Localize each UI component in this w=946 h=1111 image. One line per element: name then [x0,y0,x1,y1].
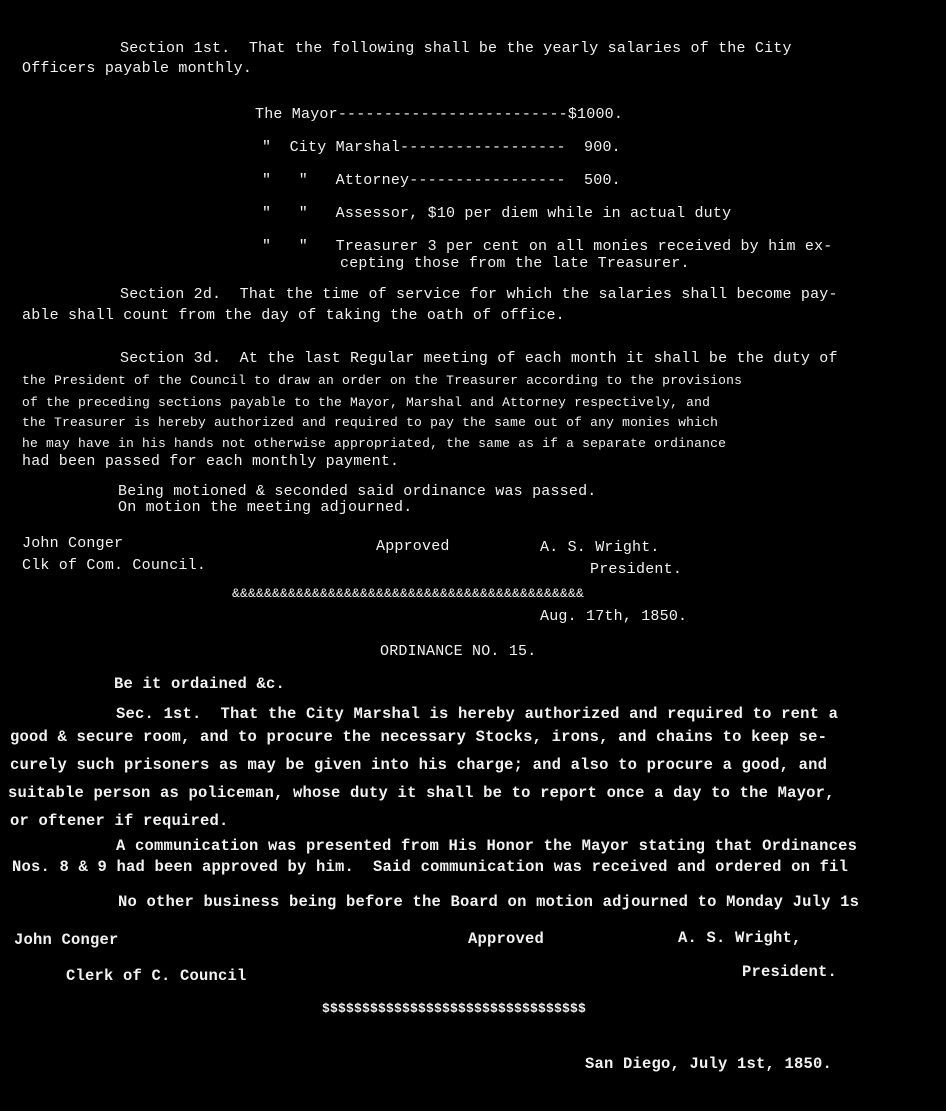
communication-line-2: Nos. 8 & 9 had been approved by him. Said communication was received and ordered on fil [12,858,849,876]
section-1-heading: Section 1st. That the following shall be the yearly salaries of the City [120,40,792,57]
signature-1-president-title: President. [590,561,683,578]
section-1-heading-cont: Officers payable monthly. [22,60,253,77]
section-3-line-3: of the preceding sections payable to the Mayor, Marshal and Attorney respectively, and [22,395,711,410]
signature-2-approved: Approved [468,930,545,948]
ordinance-section-1-line-3: curely such prisoners as may be given into his charge; and also to procure a good, and [10,756,828,774]
signature-2-clerk-title: Clerk of C. Council [66,967,247,985]
salary-city-marshal: " City Marshal------------------ 900. [262,139,621,156]
communication-line-1: A communication was presented from His Honor the Mayor stating that Ordinances [116,837,858,855]
ordinance-section-1-line-2: good & secure room, and to procure the necessary Stocks, irons, and chains to keep se- [10,728,828,746]
signature-1-president-name: A. S. Wright. [540,539,660,556]
signature-1-clerk-name: John Conger [22,535,124,552]
ordinance-title: ORDINANCE NO. 15. [380,643,537,660]
salary-treasurer-line-2: cepting those from the late Treasurer. [340,255,690,272]
section-3-line-5: he may have in his hands not otherwise appropriated, the same as if a separate ordinance [22,436,727,451]
salary-assessor: " " Assessor, $10 per diem while in actual duty [262,205,732,222]
date-july-1850: San Diego, July 1st, 1850. [585,1055,833,1073]
ordinance-section-1-line-5: or oftener if required. [10,812,229,830]
section-3-line-1: Section 3d. At the last Regular meeting of each month it shall be the duty of [120,350,838,367]
signature-1-approved: Approved [376,538,450,555]
motion-passed: Being motioned & seconded said ordinance was passed. [118,483,597,500]
signature-2-clerk-name: John Conger [14,931,119,949]
salary-treasurer-line-1: " " Treasurer 3 per cent on all monies received by him ex- [262,238,833,255]
section-3-line-6: had been passed for each monthly payment. [22,453,400,470]
ordinance-section-1-line-1: Sec. 1st. That the City Marshal is hereby authorized and required to rent a [116,705,839,723]
motion-adjourned: On motion the meeting adjourned. [118,499,413,516]
signature-1-clerk-title: Clk of Com. Council. [22,557,207,574]
signature-2-president-title: President. [742,963,838,981]
signature-2-president-name: A. S. Wright, [678,929,802,947]
ordinance-section-1-line-4: suitable person as policeman, whose duty it shall be to report once a day to the Mayor, [8,784,835,802]
section-2-line-1: Section 2d. That the time of service for which the salaries shall become pay- [120,286,838,303]
salary-mayor: The Mayor-------------------------$1000. [255,106,624,123]
date-aug-1850: Aug. 17th, 1850. [540,608,688,625]
section-2-line-2: able shall count from the day of taking the oath of office. [22,307,565,324]
ordained-line: Be it ordained &c. [114,675,286,693]
section-3-line-2: the President of the Council to draw an order on the Treasurer according to the provisions [22,373,743,388]
section-3-line-4: the Treasurer is hereby authorized and required to pay the same out of any monies which [22,415,719,430]
separator-dollars: $$$$$$$$$$$$$$$$$$$$$$$$$$$$$$$$$ [322,1001,587,1016]
separator-ampersands: &&&&&&&&&&&&&&&&&&&&&&&&&&&&&&&&&&&&&&&&&&&& [232,586,585,601]
salary-attorney: " " Attorney----------------- 500. [262,172,621,189]
no-other-business-line: No other business being before the Board on motion adjourned to Monday July 1s [118,893,860,911]
